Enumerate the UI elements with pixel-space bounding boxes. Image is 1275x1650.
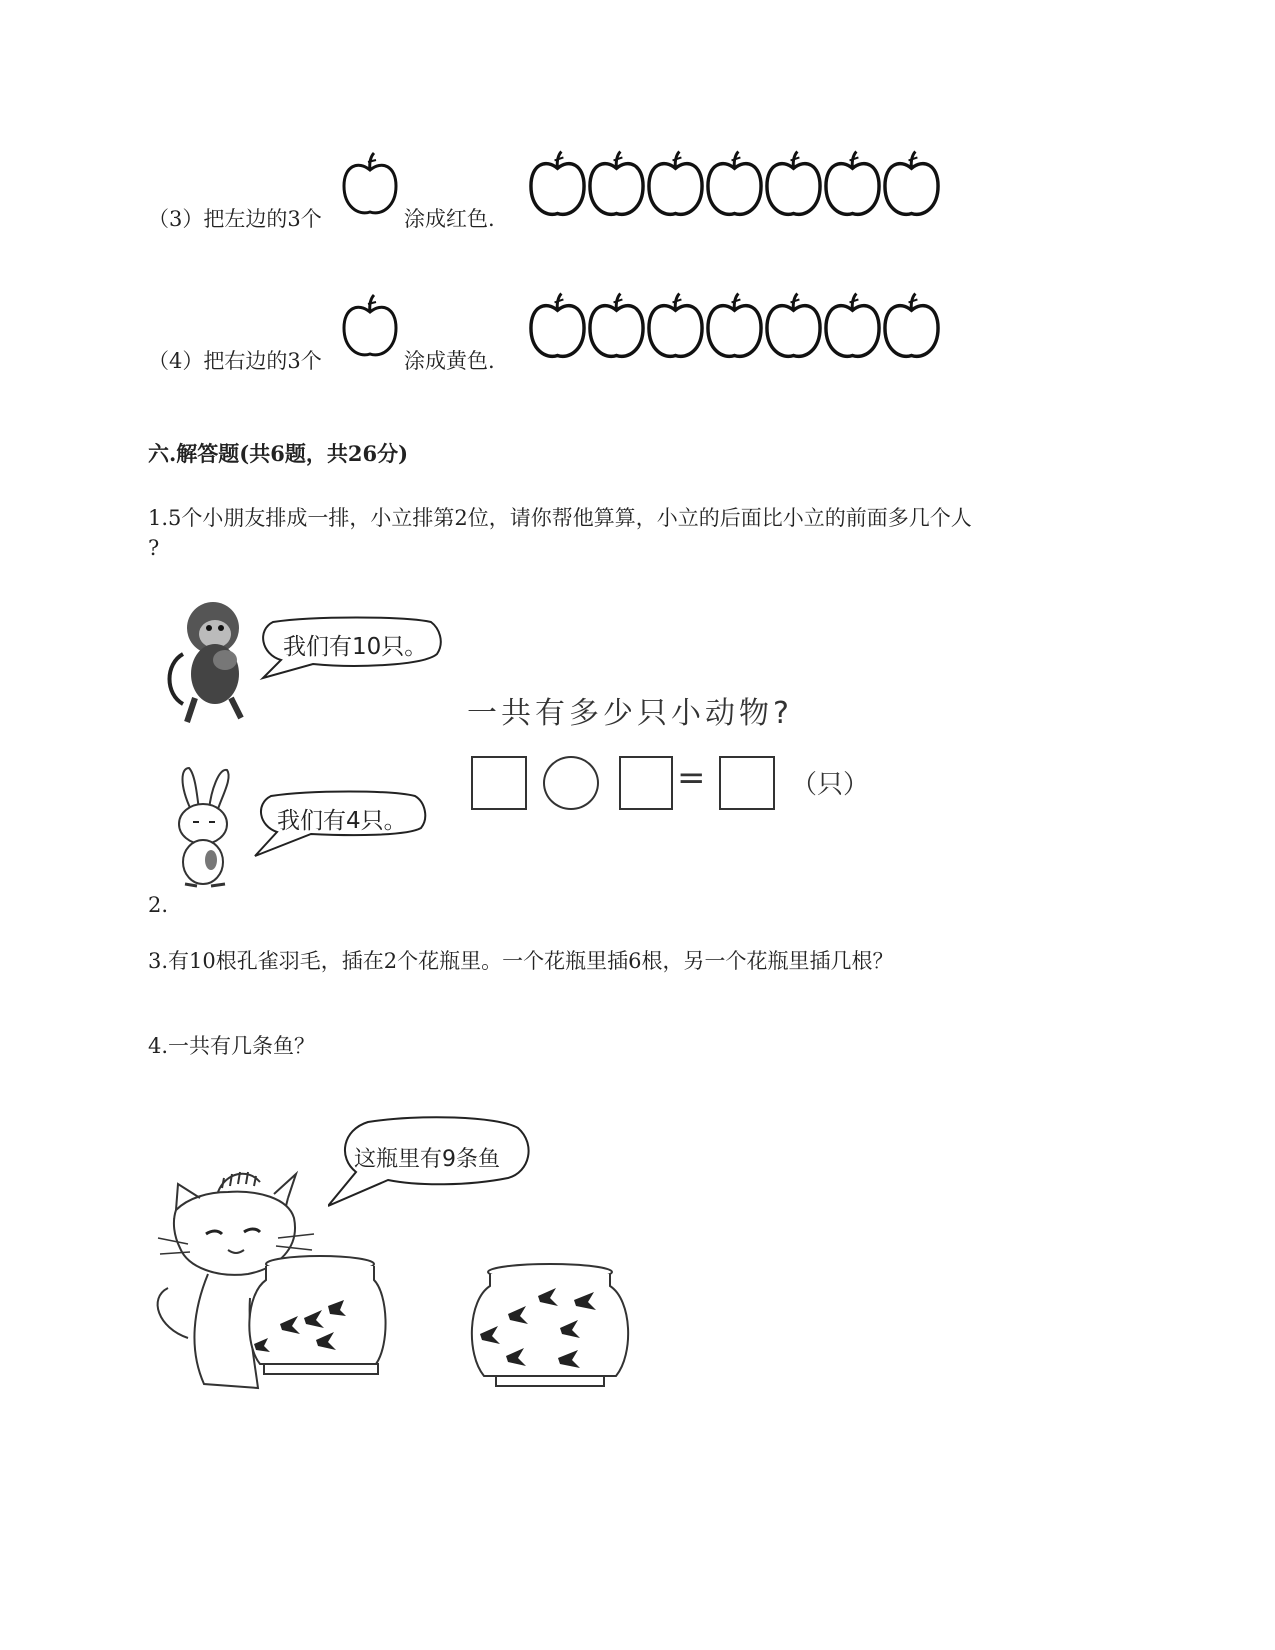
rabbit-icon — [169, 764, 239, 890]
fishbowl-icon — [466, 1262, 636, 1398]
section-heading: 六.解答题(共6题，共26分) — [148, 441, 409, 466]
problem-2-number: 2. — [148, 893, 169, 917]
q4-suffix: 涂成黄色. — [404, 349, 495, 373]
apple-icon — [340, 292, 400, 362]
problem-1-line2: ? — [148, 536, 160, 560]
monkey-bubble-text: 我们有10只。 — [283, 634, 428, 660]
rabbit-bubble-text: 我们有4只。 — [277, 808, 407, 834]
monkey-speech-bubble — [253, 614, 449, 680]
problem-4-text: 4.一共有几条鱼？ — [148, 1034, 316, 1058]
apple-icon[interactable] — [823, 290, 882, 362]
q4-prefix: （4）把右边的3个 — [148, 349, 322, 373]
fishbowl-icon — [240, 1254, 390, 1390]
problem-1-line1: 1.5个小朋友排成一排，小立排第2位，请你帮他算算，小立的后面比小立的前面多几个人 — [148, 506, 972, 530]
q3-prefix: （3）把左边的3个 — [148, 207, 322, 231]
monkey-icon — [165, 594, 255, 724]
apple-icon[interactable] — [528, 148, 587, 220]
apple-icon — [340, 150, 400, 220]
apple-icon[interactable] — [882, 148, 941, 220]
answer-box[interactable] — [471, 756, 527, 810]
rabbit-speech-bubble — [251, 788, 431, 858]
problem-2-question: 一共有多少只小动物? — [467, 696, 793, 731]
equals-sign: = — [677, 758, 706, 798]
problem-4-figure — [148, 1108, 648, 1398]
q3-apple-row — [528, 148, 941, 220]
problem-3-text: 3.有10根孔雀羽毛，插在2个花瓶里。一个花瓶里插6根，另一个花瓶里插几根？ — [148, 949, 894, 973]
apple-icon[interactable] — [705, 290, 764, 362]
apple-icon[interactable] — [646, 290, 705, 362]
apple-icon[interactable] — [823, 148, 882, 220]
operator-circle[interactable] — [543, 756, 599, 810]
answer-box[interactable] — [619, 756, 673, 810]
cat-bubble-text: 这瓶里有9条鱼 — [354, 1147, 500, 1172]
problem-2-figure — [165, 588, 895, 900]
apple-icon[interactable] — [528, 290, 587, 362]
apple-icon[interactable] — [587, 290, 646, 362]
apple-icon[interactable] — [646, 148, 705, 220]
q4-apple-row — [528, 290, 941, 362]
apple-icon[interactable] — [705, 148, 764, 220]
apple-icon[interactable] — [764, 148, 823, 220]
apple-icon[interactable] — [882, 290, 941, 362]
answer-box[interactable] — [719, 756, 775, 810]
cat-speech-bubble — [328, 1114, 538, 1210]
apple-icon[interactable] — [764, 290, 823, 362]
apple-icon[interactable] — [587, 148, 646, 220]
unit-label: （只） — [791, 770, 870, 800]
q3-suffix: 涂成红色. — [404, 207, 495, 231]
